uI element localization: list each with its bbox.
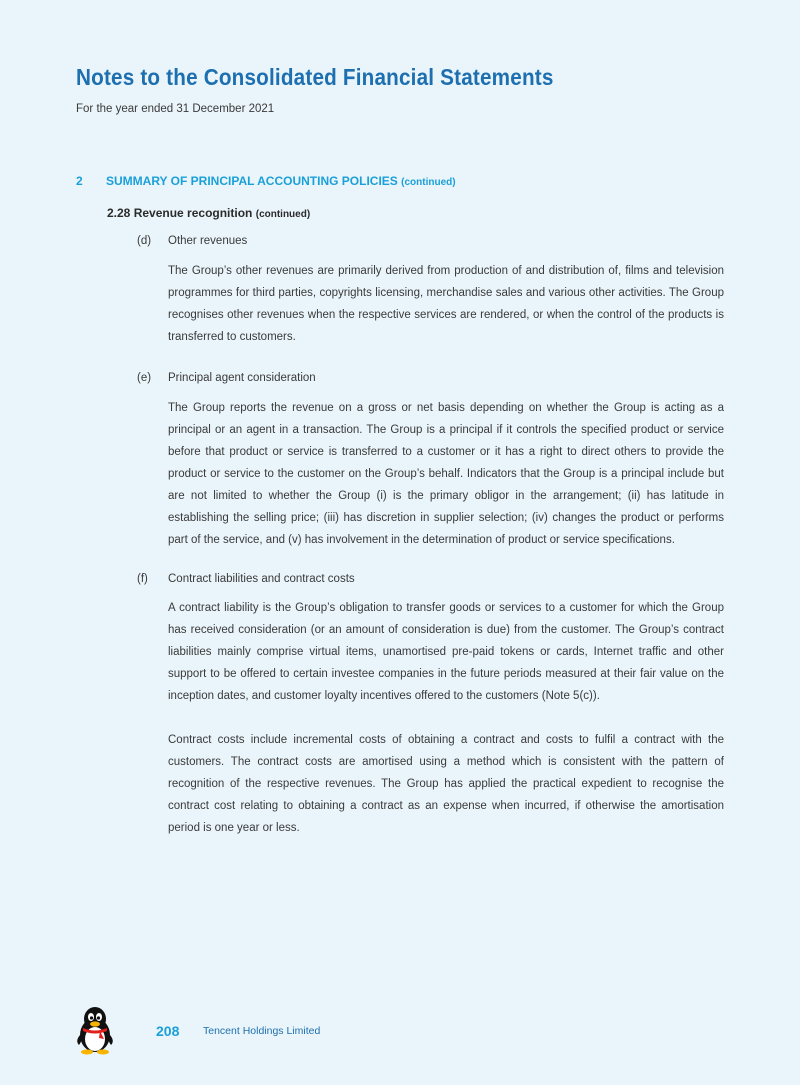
- page-number: 208: [156, 1023, 180, 1039]
- paragraph-contract-costs: Contract costs include incremental costs of obtaining a contract and costs to fulfil a contract with the customers. The contract costs are amortised using a method which is consistent with the pattern of recognition of the respective revenues. The Group has applied the practical expedient to recognise the contract cost relating to obtaining a contract as an expense when incurred, if otherwise the amortisation period is one year or less.: [168, 734, 724, 834]
- section-continued: (continued): [401, 177, 456, 188]
- item-title-e: Principal agent consideration: [168, 372, 316, 384]
- section-title: SUMMARY OF PRINCIPAL ACCOUNTING POLICIES: [106, 174, 398, 188]
- paragraph-principal-agent: The Group reports the revenue on a gross or net basis depending on whether the Group is acting as a principal or an agent in a transaction. The Group is a principal if it controls the specified product or service before that product or service is transferred to a customer or it has a right to direct others to provide the product or service to the customer on the Group’s behalf. Indicators that the Group is a principal include but are not limited to whether the Group (i) is the primary obligor in the arrangement; (ii) has latitude in establishing the selling price; (iii) has discretion in supplier selection; (iv) changes the product or performs part of the service, and (v) has involvement in the determination of product or service specifications.: [168, 402, 724, 546]
- paragraph-contract-liabilities: A contract liability is the Group’s obligation to transfer goods or services to a customer for which the Group has received consideration (or an amount of consideration is due) from the customer. The Group’s contract liabilities mainly comprise virtual items, unamortised pre-paid tokens or cards, Internet traffic and other support to be offered to certain investee companies in the future periods measured at their fair value on the inception dates, and customer loyalty incentives offered to the customers (Note 5(c)).: [168, 602, 724, 702]
- subsection-title: 2.28 Revenue recognition: [107, 206, 253, 220]
- subsection-continued: (continued): [255, 209, 311, 220]
- penguin-logo-icon: [74, 1005, 116, 1055]
- item-title-d: Other revenues: [168, 235, 248, 247]
- paragraph-other-revenues: The Group’s other revenues are primarily derived from production of and distribution of, films and television programmes for third parties, copyrights licensing, merchandise sales and various other activities. The Group recognises other revenues when the respective services are rendered, or when the control of the products is transferred to customers.: [168, 265, 724, 343]
- section-number: 2: [76, 174, 83, 188]
- company-name: Tencent Holdings Limited: [203, 1025, 321, 1037]
- subsection-heading: [107, 206, 310, 220]
- item-label-d: (d): [137, 235, 152, 247]
- item-label-f: (f): [137, 573, 148, 585]
- item-title-f: Contract liabilities and contract costs: [168, 573, 355, 585]
- section-heading: [76, 174, 456, 188]
- page-subtitle: For the year ended 31 December 2021: [76, 103, 275, 115]
- item-label-e: (e): [137, 372, 152, 384]
- page-title: Notes to the Consolidated Financial Statements: [76, 64, 554, 90]
